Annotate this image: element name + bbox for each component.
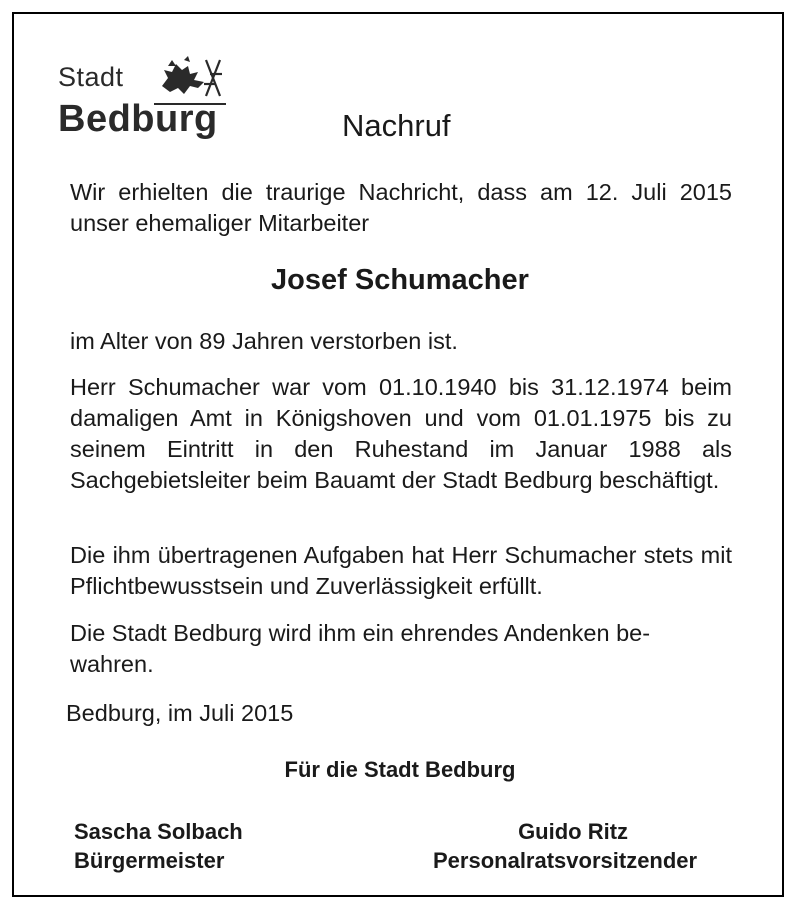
- signatory-name: Guido Ritz: [518, 819, 629, 844]
- age-paragraph: im Alter von 89 Jahren verstorben ist.: [70, 328, 458, 354]
- signature-left: [74, 817, 243, 875]
- city-logo: [58, 62, 238, 152]
- for-city-heading: Für die Stadt Bedburg: [284, 757, 516, 782]
- career-paragraph: Herr Schumacher war vom 01.10.1940 bis 31.12.1974 beim damaligen Amt in Königshoven und vom 01.01.1975 bis zu seinem Eintritt in den Ruhestand im Januar 1988 als Sachgebietsleiter beim Bauamt der Stadt Bedburg beschäftigt.: [70, 374, 732, 493]
- logo-bedburg-text: Bedburg: [58, 98, 218, 140]
- signatory-name: Sascha Solbach: [74, 819, 243, 844]
- signature-right: [433, 817, 697, 875]
- intro-paragraph: Wir erhielten die traurige Nachricht, dass am 12. Juli 2015 unser ehemaliger Mitarbeiter: [70, 179, 732, 236]
- remembrance-line-1: Die Stadt Bedburg wird ihm ein ehrendes Andenken be-: [70, 620, 651, 646]
- remembrance-line-2: wahren.: [70, 651, 154, 677]
- tasks-paragraph: Die ihm übertragenen Aufgaben hat Herr Schumacher stets mit Pflichtbewusstsein und Zuverlässigkeit erfüllt.: [70, 542, 732, 599]
- deceased-name: Josef Schumacher: [271, 264, 529, 296]
- place-date: Bedburg, im Juli 2015: [66, 700, 294, 726]
- signatory-role: Personalratsvorsitzender: [433, 848, 698, 873]
- page-title: Nachruf: [342, 108, 451, 143]
- lion-crest-icon: [154, 56, 226, 104]
- signatory-role: Bürgermeister: [74, 848, 225, 873]
- remembrance-paragraph: [70, 618, 732, 680]
- logo-stadt-text: Stadt: [58, 62, 124, 92]
